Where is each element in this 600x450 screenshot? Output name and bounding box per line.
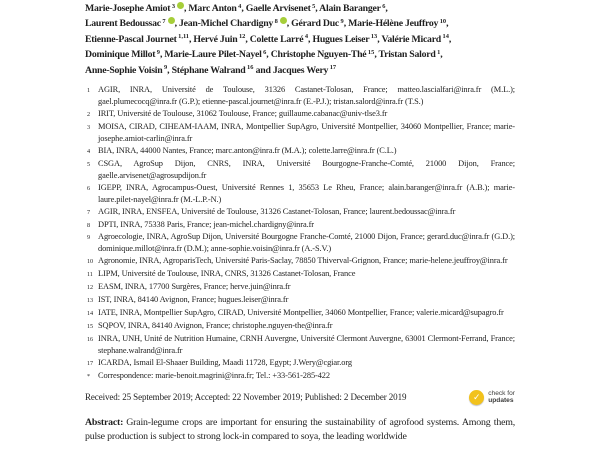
badge-label-line2: updates [488,397,514,405]
affiliation-row [85,370,515,383]
author-affiliation-superscript: 10 [439,17,447,25]
author-affiliation-superscript: 12 [238,33,246,41]
author-affiliation-superscript: 14 [442,33,449,41]
affiliation-number: 3 [87,123,90,131]
author-affiliation-superscript: 1 [437,48,441,56]
affiliation-list [85,84,515,383]
affiliation-row [85,255,515,268]
affiliation-row [85,294,515,307]
author-separator: , [160,49,165,61]
abstract-text: Grain-legume crops are important for ensuring the sustainability of agrofood systems. Among them, pulse production is subject to strong lock-in compared to soya, the leading worldwide [85,416,515,442]
author-line [85,2,515,17]
page-content [85,2,515,444]
affiliation-row [85,307,515,320]
author-separator: , [343,18,349,30]
affiliation-number: 16 [87,336,93,344]
affiliation-row [85,333,515,357]
affiliation-text: AGIR, INRA, ENSFEA, Université de Toulouse, 31326 Castanet-Tolosan, France; laurent.bedoussac@inra.fr [98,206,456,216]
author-affiliation-superscript: 4 [304,33,309,41]
affiliation-row [85,268,515,281]
author-separator: , [174,18,179,30]
author-separator: , [377,33,382,45]
affiliation-row [85,357,515,370]
author-line [85,17,515,32]
affiliation-text: LIPM, Université de Toulouse, INRA, CNRS, 31326 Castanet-Tolosan, France [98,269,356,279]
affiliation-row [85,121,515,145]
author-affiliation-superscript: 1,11 [178,33,189,41]
author-name: Tristan Salord [378,49,436,61]
affiliation-number: 5 [87,160,90,168]
affiliation-number: 17 [87,360,93,367]
affiliation-text: Agroecologie, INRA, AgroSup Dijon, Université Bourgogne Franche-Comté, 21000 Dijon, France; gerard.duc@inra.fr (G.D.); dominique.millot@inra.fr (D.M.); anne-sophie.voisin@inra.fr (A.-S.V.) [98,232,515,254]
author-separator: , [189,33,194,45]
affiliation-text: CSGA, AgroSup Dijon, CNRS, INRA, Université Bourgogne-Franche-Comté, 21000 Dijon, France; gaelle.arvisenet@agrosupdijon.fr [98,158,515,180]
author-affiliation-superscript: 13 [370,33,378,41]
author-separator: , [440,49,443,61]
affiliation-text: IATE, INRA, Montpellier SupAgro, CIRAD, Université Montpellier, 34060 Montpellier, France; valerie.micard@supagro.fr [98,308,504,318]
author-affiliation-superscript: 17 [329,64,337,72]
author-separator: , [446,18,449,30]
author-name: Laurent Bedoussac [85,18,161,30]
affiliation-number: 14 [87,310,93,318]
article-dates: Received: 25 September 2019; Accepted: 22 November 2019; Published: 2 December 2019 [85,392,407,403]
author-name: Hugues Leiser [312,33,370,45]
author-name: Alain Baranger [319,3,381,14]
author-separator: , [184,3,189,14]
affiliation-number: 9 [87,234,90,242]
affiliation-number: 15 [87,323,93,331]
author-name: Marie-Josephe Amiot [85,3,171,14]
affiliation-row [85,108,515,121]
abstract-paragraph [85,416,515,444]
orcid-icon[interactable] [177,2,184,9]
orcid-icon[interactable] [280,17,287,24]
affiliation-number: 12 [87,284,93,292]
author-name: Hervé Juin [193,33,238,45]
author-separator: , [245,33,250,45]
badge-label-line1: check for [488,390,515,398]
author-separator: , [374,49,379,61]
affiliation-number: 4 [87,147,90,155]
author-name: Valérie Micard [381,33,441,45]
author-name: Colette Larré [249,33,304,45]
author-name: Etienne-Pascal Journet [85,33,177,45]
affiliation-number: 1 [87,87,90,95]
orcid-icon[interactable] [168,17,175,24]
affiliation-text: ICARDA, Ismail El-Shaaer Building, Maadi 11728, Egypt; J.Wery@cgiar.org [98,358,352,367]
article-meta-row [85,390,515,405]
author-affiliation-superscript: 6 [382,2,386,10]
author-separator: , [448,33,452,45]
affiliation-text: DPTI, INRA, 75338 Paris, France; jean-michel.chardigny@inra.fr [98,219,314,229]
author-affiliation-superscript: 4 [238,2,242,10]
affiliation-text: SQPOV, INRA, 84140 Avignon, France; christophe.nguyen-the@inra.fr [98,321,333,331]
author-name: Gérard Duc [291,18,340,30]
author-separator: , [315,3,320,14]
affiliation-number: 7 [87,208,90,216]
author-name: Marie-Laure Pilet-Nayel [164,49,262,61]
affiliation-text: AGIR, INRA, Université de Toulouse, 31326 Castanet-Tolosan, France; matteo.lascialfari@inra.fr (M.L.); gael.plumecocq@inra.fr (G.P.); etienne-pascal.journet@inra.fr (E.-P.J.); tristan.salord@inra.fr (T.S.) [98,85,515,106]
author-separator: , [308,33,313,45]
author-name: Anne-Sophie Voisin [85,64,163,76]
author-name: Marc Anton [188,3,237,14]
affiliation-text: IRIT, Université de Toulouse, 31062 Toulouse, France; guillaume.cabanac@univ-tlse3.fr [98,108,388,118]
author-line [85,64,515,79]
affiliation-number: 8 [87,221,90,229]
author-list [85,2,515,79]
affiliation-number: 11 [87,271,93,279]
affiliation-number: 6 [87,184,90,192]
affiliation-number: * [87,372,90,380]
affiliation-text: IGEPP, INRA, Agrocampus-Ouest, Université Rennes 1, 35653 Le Rheu, France; alain.baranger@inra.fr (A.B.); marie-laure.pilet-nayel@inra.fr (M.-L.P.-N.) [98,182,515,204]
author-name: Jean-Michel Chardigny [178,18,274,30]
author-separator: , [266,49,271,61]
affiliation-row [85,281,515,294]
author-name: Stéphane Walrand [171,64,246,76]
author-separator: , [241,3,246,14]
affiliation-number: 2 [87,110,90,118]
author-affiliation-superscript: 7 [162,17,166,25]
affiliation-text: IST, INRA, 84140 Avignon, France; hugues.leiser@inra.fr [98,295,289,305]
affiliation-row [85,84,515,108]
affiliation-text: INRA, UNH, Unité de Nutrition Humaine, CRNH Auvergne, Université Clermont Auvergne, 63001 Clermont-Ferrand, France; stephane.walrand@inra.fr [98,334,515,356]
affiliation-text: Correspondence: marie-benoit.magrini@inra.fr; Tel.: +33-561-285-422 [98,370,330,380]
author-affiliation-superscript: 8 [274,17,278,25]
affiliation-row [85,182,515,206]
author-affiliation-superscript: 15 [367,48,375,56]
affiliation-text: Agronomie, INRA, AgroparisTech, Université Paris-Saclay, 78850 Thiverval-Grignon, France; marie-helene.jeuffroy@inra.fr [98,256,508,266]
affiliation-text: EASM, INRA, 17700 Surgères, France; herve.juin@inra.fr [98,282,291,292]
affiliation-row [85,145,515,158]
author-name: Gaelle Arvisenet [245,3,311,14]
author-name: Dominique Millot [85,49,156,61]
author-line [85,48,515,63]
affiliation-row [85,206,515,219]
author-affiliation-superscript: 5 [312,2,316,10]
author-separator: , [167,64,172,76]
author-name: Christophe Nguyen-Thé [270,49,367,61]
author-separator: , [385,3,388,14]
author-affiliation-superscript: 6 [263,48,267,56]
checkmark-glyph: ✓ [472,391,481,402]
affiliation-row [85,320,515,333]
affiliation-text: MOISA, CIRAD, CIHEAM-IAAM, INRA, Montpellier SupAgro, Université Montpellier, 34060 Montpellier, France; marie-josephe.amiot-carlin@inra.fr [98,121,515,143]
checkmark-icon [469,390,484,405]
author-separator: and [253,64,273,76]
author-affiliation-superscript: 9 [156,48,160,56]
affiliation-number: 10 [87,258,93,266]
affiliation-row [85,219,515,232]
author-line [85,33,515,48]
affiliation-number: 13 [87,297,93,305]
affiliation-row [85,231,515,255]
author-affiliation-superscript: 16 [247,64,254,72]
author-affiliation-superscript: 3 [171,2,176,10]
affiliation-text: BIA, INRA, 44000 Nantes, France; marc.anton@inra.fr (M.A.); colette.larre@inra.fr (C.L.) [98,145,397,155]
badge-label [488,390,515,404]
author-name: Marie-Hélène Jeuffroy [348,18,439,30]
abstract-label: Abstract: [85,416,124,428]
author-name: Jacques Wery [272,64,329,76]
affiliation-row [85,158,515,182]
author-separator: , [286,18,292,30]
author-affiliation-superscript: 9 [340,17,344,25]
check-for-updates-badge[interactable] [469,390,515,405]
author-affiliation-superscript: 9 [163,64,168,72]
